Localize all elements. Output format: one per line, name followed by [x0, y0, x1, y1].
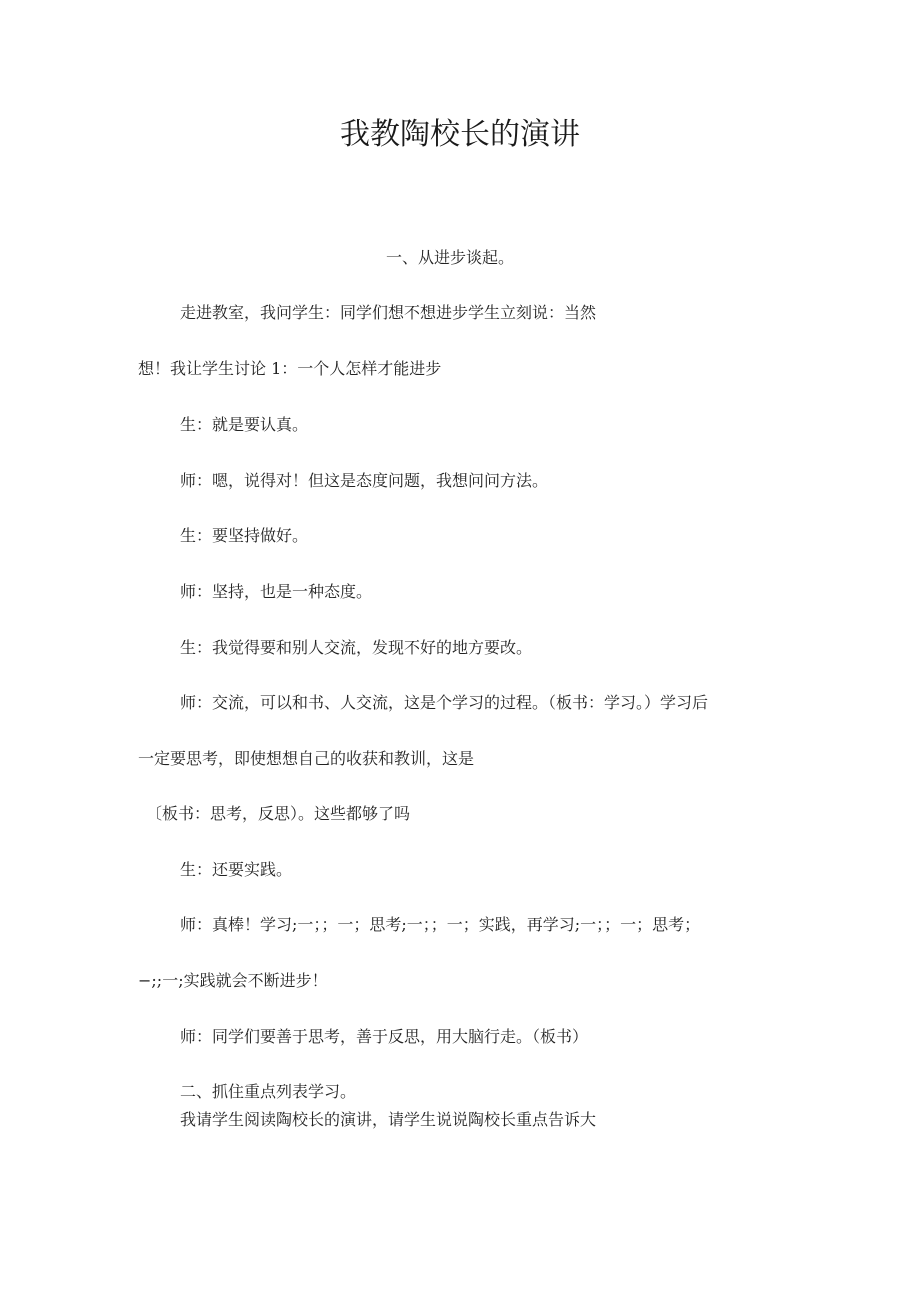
dialogue-line: 生：还要实践。 — [180, 860, 293, 879]
dialogue-line: 生：要坚持做好。 — [180, 526, 309, 545]
section-heading-2: 二、抓住重点列表学习。 — [180, 1082, 357, 1101]
paragraph-line: 〔板书：思考，反思）。这些都够了吗 — [146, 804, 411, 823]
paragraph-line: 走进教室，我问学生：同学们想不想进步学生立刻说：当然 — [180, 303, 597, 322]
dialogue-line: 师：交流，可以和书、人交流，这是个学习的过程。（板书：学习。）学习后 — [180, 693, 709, 712]
dialogue-line: 师：坚持，也是一种态度。 — [180, 582, 373, 601]
section-heading-1: 一、从进步谈起。 — [385, 248, 514, 267]
paragraph-line: −;;一;实践就会不断进步！ — [138, 971, 328, 990]
paragraph-line: 一定要思考，即使想想自己的收获和教训，这是 — [138, 749, 475, 768]
dialogue-line: 师：真棒！学习;一；；一；思考;一；；一；实践，再学习;一；；一；思考； — [180, 915, 701, 934]
dialogue-line: 师：同学们要善于思考，善于反思，用大脑行走。（板书） — [180, 1027, 589, 1046]
dialogue-line: 师：嗯，说得对！但这是态度问题，我想问问方法。 — [180, 471, 549, 490]
dialogue-line: 生：我觉得要和别人交流，发现不好的地方要改。 — [180, 638, 533, 657]
document-title: 我教陶校长的演讲 — [340, 117, 580, 152]
paragraph-line: 我请学生阅读陶校长的演讲，请学生说说陶校长重点告诉大 — [180, 1110, 597, 1129]
paragraph-line: 想！我让学生讨论 1：一个人怎样才能进步 — [138, 359, 442, 378]
dialogue-line: 生：就是要认真。 — [180, 415, 309, 434]
